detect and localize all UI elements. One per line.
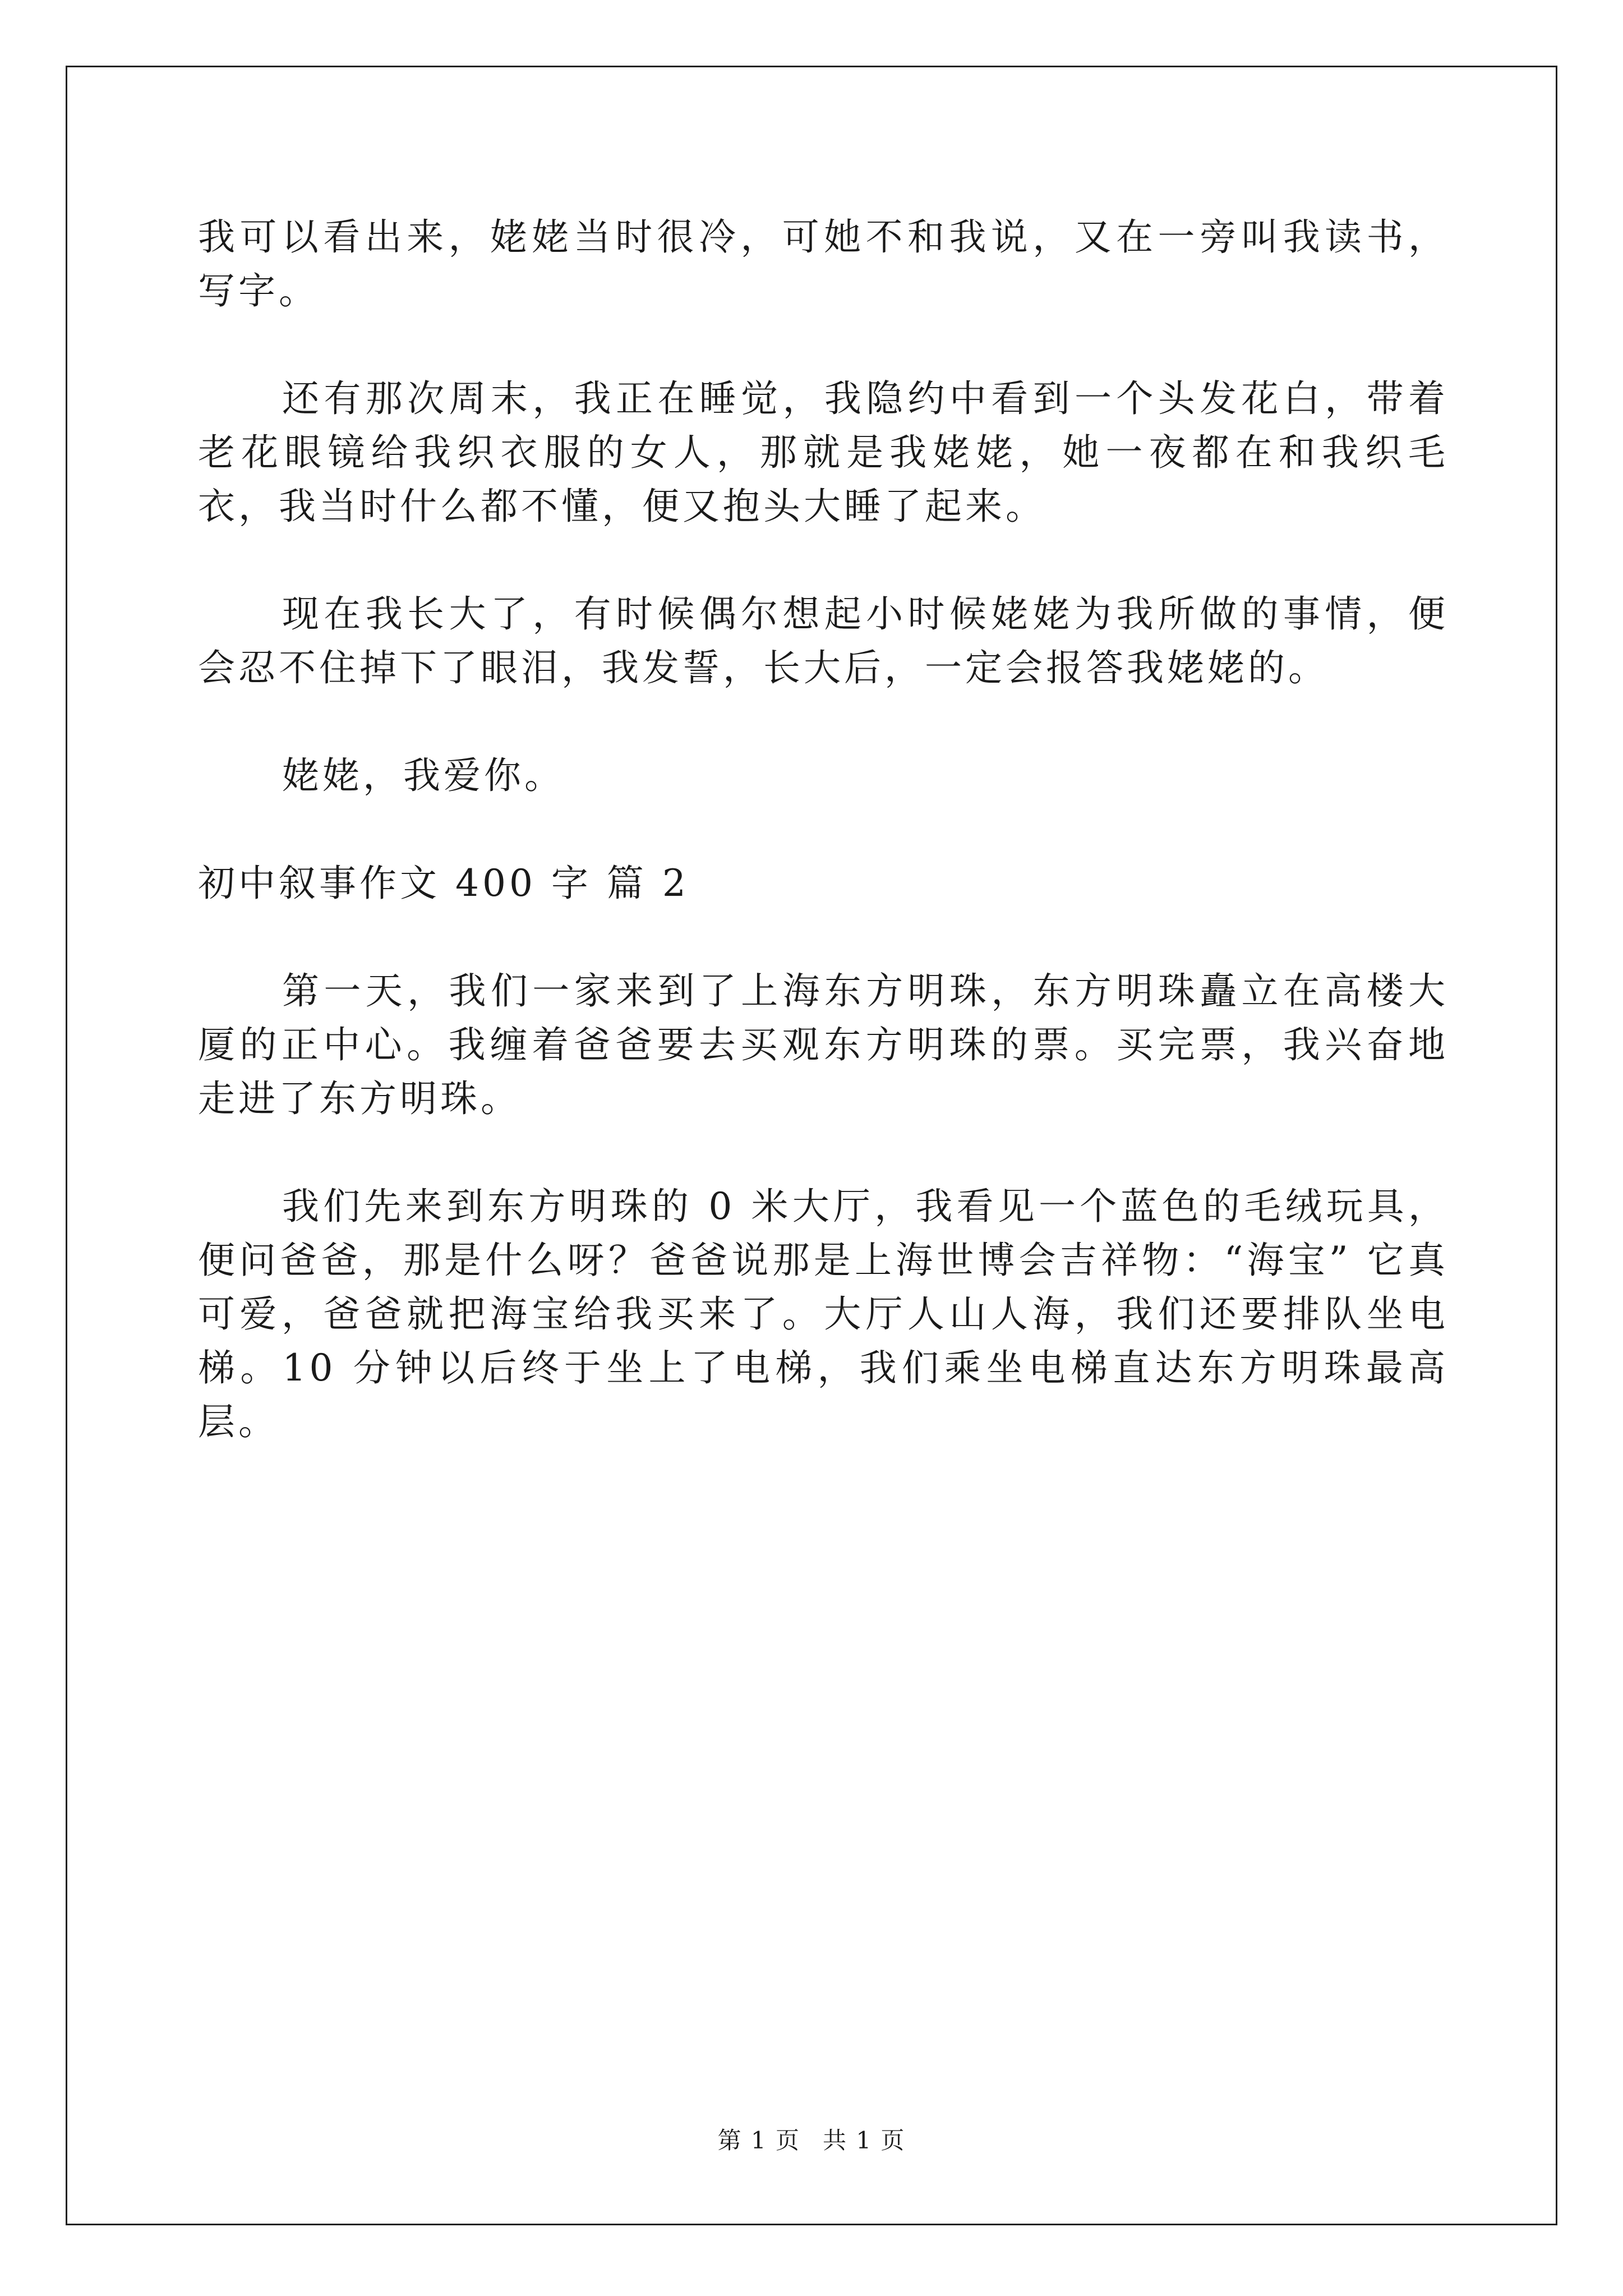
paragraph: 我可以看出来，姥姥当时很冷，可她不和我说，又在一旁叫我读书，写字。 bbox=[198, 215, 1449, 312]
paragraph: 我们先来到东方明珠的 0 米大厅，我看见一个蓝色的毛绒玩具，便问爸爸，那是什么呀？爸爸说那是上海世博会吉祥物：“海宝” 它真可爱，爸爸就把海宝给我买来了。大厅人山人海，我们还要排队坐电梯。10 分钟以后终于坐上了电梯，我们乘坐电梯直达东方明珠最高层。 bbox=[198, 1185, 1449, 1443]
page-total: 共 1 页 bbox=[823, 2127, 906, 2154]
section-heading: 初中叙事作文 400 字 篇 2 bbox=[198, 862, 689, 905]
page-number: 第 1 页 bbox=[717, 2127, 800, 2154]
paragraph: 第一天，我们一家来到了上海东方明珠，东方明珠矗立在高楼大厦的正中心。我缠着爸爸要去买观东方明珠的票。买完票，我兴奋地走进了东方明珠。 bbox=[198, 969, 1449, 1120]
document-body bbox=[198, 210, 1449, 1503]
paragraph: 姥姥，我爱你。 bbox=[282, 754, 565, 797]
page-footer bbox=[0, 2124, 1623, 2157]
paragraph: 还有那次周末，我正在睡觉，我隐约中看到一个头发花白，带着老花眼镜给我织衣服的女人，那就是我姥姥，她一夜都在和我织毛衣，我当时什么都不懂，便又抱头大睡了起来。 bbox=[198, 377, 1449, 528]
paragraph: 现在我长大了，有时候偶尔想起小时候姥姥为我所做的事情，便会忍不住掉下了眼泪，我发誓，长大后，一定会报答我姥姥的。 bbox=[198, 592, 1449, 689]
